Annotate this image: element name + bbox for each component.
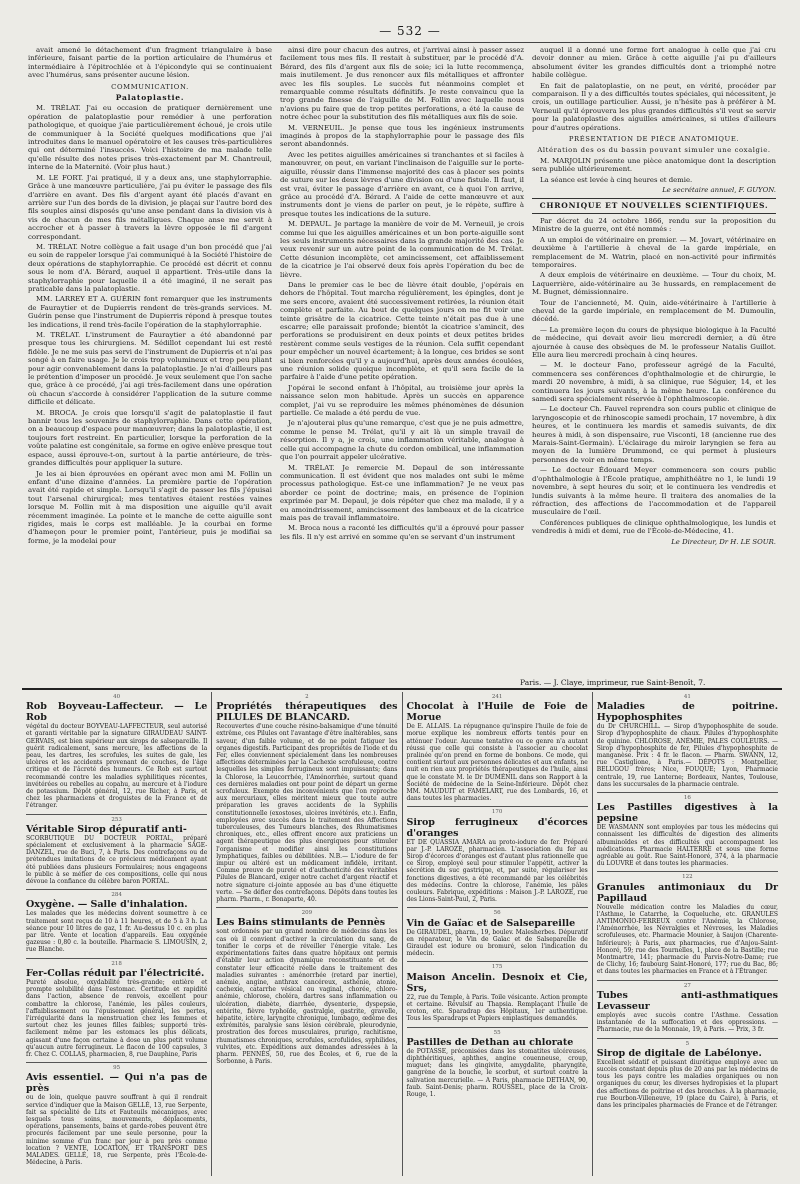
ad-title: Les Bains stimulants de Pennès <box>216 917 386 929</box>
ad-body: ou de loin, quelque pauvre souffrant à qui il rendrait service d'indiquer que la Maison GELLÉ, 13, rue Serpente, fait sa spécialité de Lits et Fauteuils mécaniques, avec lesquels tous soins, mouvements, déplacements, opérations, pansements, bains et garde-robes peuvent être procurés facilement par une seule personne, pour la minime somme d'un franc par jour à peu près comme location ? VENTE, LOCATION, ET TRANSPORT DES MALADES. GELLÉ, 18, rue Serpente, près l'École-de-Médecine, à Paris. <box>26 1094 208 1167</box>
paragraph: — La première leçon du cours de physique biologique à la Faculté de médecine, qui devait avoir lieu mercredi dernier, a dû être ajournée à cause des obsèques de M. le professeur Natalis Guillot. Elle aura lieu mercredi prochain à cinq heures. <box>532 325 776 359</box>
divider <box>532 213 776 214</box>
ad-title: Oxygène. — Salle d'inhalation. <box>26 899 188 911</box>
ad-title: Tubes anti-asthmatiques Levasseur <box>596 989 778 1012</box>
advertisement <box>407 807 588 908</box>
ad-title: Chocolat à l'Huile de Foie de Morue <box>406 701 588 724</box>
ad-body: Pureté absolue, oxydabilité très-grande; entière et prompte solubilité dans l'estomac. Certitude et rapidité dans l'action, absence de renvois, excellent pour combattre la chlorose, l'anémie, les pâles couleurs, l'affaiblissement ou l'épuisement général, les pertes, l'irrégularité dans la menstruation chez les femmes et surtout chez les jeunes filles faibles; supporté très-facilement même par les estomacs les plus délicats, agissant d'une façon certaine à dose un plus petit volume qu'aucun autre ferrugineux. Le flacon de 100 capsules, 3 fr. Chez C. COLLAS, pharmacien, 8, rue Dauphine, Paris <box>26 978 208 1058</box>
paragraph: — M. le docteur Fano, professeur agrégé de la Faculté, commencera ses conférences d'ophthalmologie et de chirurgie, le mardi 20 novembre, à midi, à sa clinique, rue Séguier, 14, et les continuera les jours suivants, à la même heure. La conférence du samedi sera spécialement réservée à l'ophthalmoscopie. <box>532 361 776 404</box>
ads-divider <box>22 688 782 690</box>
divider <box>532 198 776 199</box>
ad-number: 2 <box>305 694 309 700</box>
ad-number: 284 <box>111 892 122 899</box>
article-column-2 <box>280 46 524 676</box>
paragraph: Conférences publiques de clinique ophthalmologique, les lundis et vendredis à midi et demi, rue de l'École-de-Médecine, 41. <box>532 518 776 536</box>
paragraph: M. TRÉLAT. L'instrument de Fauraytier a été abandonné par presque tous les chirurgiens. M. Sédillot cependant lui est resté fidèle. Je ne me suis pas servi de l'instrument de Dupierris et n'ai pas songé à en faire usage. Je le crois trop volumineux et trop peu pliant pour agir convenablement dans la palatoplastie. Je n'ai d'ailleurs pas le prétention d'imposer un procédé. Je veux seulement que l'on sache que, grâce à ce procédé, j'ai agi très-facilement dans une opération où chacun s'accorde à considérer l'application de la suture comme difficile et délicate. <box>28 331 272 407</box>
paragraph: Tour de l'ancienneté, M. Quin, aide-vétérinaire à l'artillerie à cheval de la garde impériale, en remplacement de M. Dumoulin, décédé. <box>532 298 776 324</box>
ad-title: Maison Ancelin. Desnoix et Cie, Srs, <box>406 971 588 994</box>
page-number: — 532 — <box>379 24 441 38</box>
ad-number: 95 <box>113 1065 121 1072</box>
paragraph: M. TRÉLAT. Notre collègue a fait usage d'un bon procédé que j'ai eu soin de rappeler lorsque j'ai communiqué à la Société l'histoire de deux opérations de staphylorraphie. Ce procédé est décrit et connu sous le nom d'A. Bérard, auquel il appartient. Très-utile dans la staphylorraphie pour laquelle il a été imaginé, il ne serait pas praticable dans la palatoplastie. <box>28 242 272 293</box>
paragraph: auquel il a donné une forme fort analogue à celle que j'ai cru devoir donner au mien. Grâce à cette aiguille j'ai pu d'ailleurs absolument éviter les grandes difficultés dont a triomphé notre habile collègue. <box>532 46 776 80</box>
paragraph: — Le docteur Édouard Meyer commencera son cours public d'ophthalmologie à l'École pratique, amphithéâtre no 1, le lundi 19 novembre, à sept heures du soir, et le continuera les vendredis et lundis suivants à la même heure. Il traitera des anomalies de la réfraction, des affections de l'accommodation et de l'appareil musculaire de l'œil. <box>532 466 776 517</box>
page-header <box>60 20 760 43</box>
paragraph: Je n'ajouterai plus qu'une remarque, c'est que je ne puis admettre, comme le pense M. Trélat, qu'il y ait là un simple travail de résorption. Il y a, je crois, une inflammation véritable, analogue à celle qui accompagne la chute du cordon ombilical, une inflammation que l'on pourrait appeler ulcérative. <box>280 419 524 462</box>
ad-number: 55 <box>493 1029 501 1036</box>
ad-title: Maladies de poitrine. Hypophosphites <box>596 701 778 724</box>
ad-number: 209 <box>301 910 313 917</box>
advertisement <box>597 872 778 980</box>
ad-column-1 <box>22 692 211 1176</box>
paragraph: J'opérai le second enfant à l'hôpital, au troisième jour après la naissance selon mon habitude. Après un succès en apparence complet, j'ai vu se reproduire les mêmes phénomènes de désunion partielle. Ce malade a été perdu de vue. <box>280 383 524 418</box>
advertisement <box>216 908 397 1069</box>
paragraph: En fait de palatoplastie, on ne peut, en vérité, procéder par comparaison. Il y a des difficultés toutes spéciales, qui nécessitent, je crois, un outillage particulier. Aussi, je n'hésite pas à préférer à M. Verneuil qu'il éprouvera les plus grandes difficultés s'il veut se servir pour la palatoplastie des aiguilles américaines, si utiles d'ailleurs pour d'autres opérations. <box>532 81 776 132</box>
ad-title: Vin de Gaïac et de Salsepareille <box>406 917 576 929</box>
ad-title: Fer-Collas réduit par l'électricité. <box>26 967 205 979</box>
ad-title: Granules antimoniaux du Dr Papillaud <box>596 881 778 904</box>
paragraph: M. VERNEUIL. Je pense que tous les ingénieux instruments imaginés à propos de la staphylorraphie pour le passage des fils seront abandonnés. <box>280 123 524 149</box>
ad-body: du Dr CHURCHILL. — Sirop d'hypophosphite de soude. Sirop d'hypophosphite de chaux. Pilules d'hypophosphite de quinine. CHLOROSE, ANÉMIE, PALES COULEURS. — Sirop d'hypophosphite de fer, Pilules d'hypophosphite de manganèse. Prix : 4 fr. le flacon. — Pharm. SWANN, 12, rue Castiglione, à Paris.— DÉPOTS : Montpellier, BELUGOU frères; Nice, FOUQUE; Lyon, Pharmacie centrale, 19, rue Lanterne; Bordeaux, Nantes, Toulouse, dans les succursales de la pharmacie centrale. <box>596 723 778 788</box>
ad-title: Sirop de digitale de Labélonye. <box>596 1047 762 1059</box>
paragraph: M. MARJOLIN présente une pièce anatomique dont la description sera publiée ultérieurement. <box>532 156 776 174</box>
ad-number: 5 <box>685 1040 690 1047</box>
paragraph: ainsi dire pour chacun des autres, et j'arrivai ainsi à passer assez facilement tous mes fils. Il restait à substituer, par le procédé d'A. Bérard, des fils d'argent aux fils de soie; ici la lutte recommença, mais inutilement. Je dus renoncer aux fils métalliques et affronter avec les fils souples. Le succès fut néanmoins complet et remarquable comme résultats définitifs. Je reste convaincu que la trop grande finesse de l'aiguille de M. Follin avec laquelle nous n'avions pu faire que de trop petites perforations, a été la cause de notre échec pour la substitution des fils métalliques aux fils de soie. <box>280 46 524 122</box>
ad-column-2 <box>211 692 401 1176</box>
paragraph: Par décret du 24 octobre 1866, rendu sur la proposition du Ministre de la guerre, ont été nommés : <box>532 216 776 234</box>
article-column-1 <box>28 46 272 676</box>
ad-body: Excellent sédatif et puissant diurétique employé avec un succès constant depuis plus de 20 ans par les médecins de tous les pays contre les maladies organiques ou non organiques du cœur, les diverses hydropisies et la plupart des affections de poitrine et des bronches. À la pharmacie, rue Bourbon-Villeneuve, 19 (place du Caire), à Paris, et dans les principales pharmacies de France et de l'étranger. <box>596 1058 778 1109</box>
ad-body: sont ordonnés par un grand nombre de médecins dans les cas où il convient d'activer la circulation du sang, de tonifier le corps et de réveiller l'énergie vitale. Les expérimentations faites dans quatre hôpitaux ont permis d'établir leur action dynamique reconstituante et de constater leur efficacité réelle dans le traitement des maladies suivantes : aménorrhée (retard par inertie), anémie, angine, anthrax cancéreux, asthénie, atonie, cachexie, catarrhe vésical ou vaginal, chorée, chloro-anémie, chlorose, choléra, dartres sans inflammation ou ulcération, diabète, diarrhée, dysenterie, dyspepsie, entérite, fièvre typhoïde, gastralgie, gastrite, gravelle, hépatite, ictère, laryngite chronique, lumbago, œdème des extrémités, paralysie sans lésion cérébrale, pleurodynie, prostration des forces musculaires, prurigo, rachitisme, rhumatismes chroniques, scrofules, scrofulides, syphilides, vulvites, etc. Expéditions aux demandes adressées à la pharm. PENNÈS, 50, rue des Écoles, et 6, rue de la Sorbonne, à Paris. <box>216 928 398 1066</box>
paragraph: Dans le premier cas le bec de lièvre était double, j'opérais en dehors de l'hôpital. Tout marcha régulièrement, les épingles, dont je me sers encore, avaient été successivement retirées, la réunion était complète et parfaite. Au bout de quelques jours on me fit voir une teinte grisâtre de la cicatrice. Cette teinte n'était pas due à une escarre; elle paraissait profonde; bientôt la cicatrice s'amincit, des perforations se produisirent en deux points et deux petites brides restèrent comme seuls vestiges de la réunion. Cela suffit cependant pour empêcher un nouvel écartement; à la longue, ces brides se sont si bien renforcées qu'il y a aujourd'hui, après deux années écoulées, une réunion solide quoique incomplète, et qu'il sera facile de la parfaire à l'aide d'une petite opération. <box>280 280 524 382</box>
paragraph: avait amené le détachement d'un fragment triangulaire à base inférieure, faisant partie de la portion articulaire de l'humérus et intermédiaire à l'épitrochlée et à l'épicondyle qui se continuaient avec l'humérus, sans présenter aucune lésion. <box>28 46 272 80</box>
ad-body: de POTASSE, préconisées dans les stomatites ulcéreuses, diphthéritiques, aphthes, angine couenneuse, croup, muguet; dans les gingivite, amygdalite, pharyngite, gangrène de la bouche, le scorbut, et surtout contre la salivation mercurielle. — A Paris, pharmacie DETHAN, 90, faub. Saint-Denis; pharm. ROUSSEL, place de la Croix-Rouge, 1. <box>406 1047 588 1098</box>
advertisement <box>26 692 207 815</box>
paragraph: M. DEPAUL. Je partage la manière de voir de M. Verneuil, je crois comme lui que les aiguilles américaines et un bon porte-aiguille sont les seuls instruments nécessaires dans la grande majorité des cas. Je veux revenir sur un autre point de la communication de M. Trélat. Cette désunion incomplète, cet amincissement, cet affaiblissement de la cicatrice je l'ai observé deux fois après l'opération du bec de lièvre. <box>280 220 524 279</box>
ad-body: Nouvelle médication contre les Maladies du cœur, l'Asthme, le Catarrhe, la Coqueluche, etc. GRANULES ANTIMONIO-FERREUX contre l'Anémie, la Chlorose, l'Aménorrhée, les Névralgies et Névroses, les Maladies scrofuleuses, etc. Pharmacie Mounier, à Saujon (Charente-Inférieure); à Paris, aux pharmacies, rue d'Anjou-Saint-Honoré, 59; rue des Tournelles, 1, place de la Bastille; rue Montmartre, 141; pharmacie du Parvis-Notre-Dame; rue de Clichy, 16; faubourg Saint-Honoré, 177; rue du Bac, 86; et dans toutes les pharmacies en France et à l'Étranger. <box>596 903 778 976</box>
advertisement <box>597 692 778 793</box>
paragraph: M. LE FORT. J'ai pratiqué, il y a deux ans, une staphylorraphie. Grâce à une manœuvre particulière, j'ai pu éviter le passage des fils d'arrière en avant. Des fils d'argent ayant été placés d'avant en arrière sur l'un des bords de la division, je plaçai sur l'autre bord des fils souples ainsi disposés qu'une anse pendant dans la division vis à vis de chacun de mes fils métalliques. Chaque anse me servit à accrocher et à passer à travers la lèvre opposée le fil d'argent correspondant. <box>28 173 272 241</box>
advertisement <box>597 793 778 872</box>
section-heading: COMMUNICATION. <box>111 82 189 91</box>
paragraph: A deux emplois de vétérinaire en deuxième. — Tour du choix, M. Laquerrière, aide-vétérinaire au 3e hussards, en remplacement de M. Bugnet, démissionnaire. <box>532 271 776 297</box>
ad-body: Recouvertes d'une couche résino-balsamique d'une ténuité extrême, ces Pilules ont l'avantage d'être inaltérables, sans saveur, d'un faible volume, et de ne point fatiguer les organes digestifs. Participant des propriétés de l'iode et du Fer, elles conviennent spécialement dans les nombreuses affections déterminées par la Cachexie scrofuleuse, contre lesquelles les simples ferrugineux sont impuissants; dans la Chlorose, la Leucorrhée, l'Aménorrhée, surtout quand ces dernières maladies ont pour point de départ un germe scrofuleux. Exempte des inconvénients que l'on reproche aux mercuriaux, elles méritent mieux que toute autre préparation les graves accidents de la Syphilis constitutionnelle (exostoses, ulcères invétérés, etc.). Enfin, employées avec succès dans le traitement des Affections tuberculeuses, des Tumeurs blanches, des Rhumatismes chroniques, etc., elles offrent encore aux praticiens un agent thérapeutique des plus énergiques pour stimuler l'organisme et modifier ainsi les constitutions lymphatiques, faibles ou débilitées. N.B.— L'iodure de fer impur ou altéré est un médicament infidèle, irritant. Comme preuve de pureté et d'authenticité des véritables Pilules de Blancard, exiger notre cachet d'argent réactif et notre signature ci-jointe apposée au bas d'une étiquette verte. — Se défier des contrefaçons. Dépôts dans toutes les pharm. Pharm., r. Bonaparte, 40. <box>216 723 398 904</box>
ad-number: 241 <box>491 694 503 700</box>
chronicle-title: CHRONIQUE ET NOUVELLES SCIENTIFIQUES. <box>539 200 769 210</box>
paragraph: MM. LARREY ET A. GUÉRIN font remarquer que les instruments de Fauraytier et de Dupierris rendent de très-grands services. M. Guérin pense que l'instrument de Dupierris répond à presque toutes les indications, il rend très-facile l'opération de la staphylorraphie. <box>28 295 272 329</box>
ad-column-4 <box>592 692 782 1176</box>
article-column-3 <box>532 46 776 676</box>
ad-number: 122 <box>682 874 693 881</box>
director-signature: Le Directeur, Dr H. LE SOUR. <box>671 537 776 546</box>
paragraph: A un emploi de vétérinaire en premier. — M. Jovart, vétérinaire en deuxième à l'artillerie à cheval de la garde impériale, en remplacement de M. Watrin, placé en non-activité pour infirmités temporaires. <box>532 235 776 269</box>
paragraph: — Le docteur Ch. Fauvel reprendra son cours public et clinique de laryngoscopie et de rhinoscopie samedi prochain, 17 novembre, à dix heures, et le continuera les mardis et samedis suivants, de dix heures à midi, à son dispensaire, rue Visconti, 18 (ancienne rue des Marais-Saint-Germain). L'éclairage du miroir laryngien se fera au moyen de la lumière Drummond, ce qui permet à plusieurs personnes de voir en même temps. <box>532 405 776 464</box>
ad-body: végétal du docteur BOYVEAU-LAFFECTEUR, seul autorisé et garanti véritable par la signature GIRAUDEAU SAINT-GERVAIS, est bien supérieur aux sirops de salsepareille. Il guérit radicalement, sans mercure, les affections de la peau, les dartres, les scrofules, les suites de gale, les ulcères et les accidents provenant de couches, de l'âge critique et de l'âcreté des humeurs. Ce Rob est surtout recommandé contre les maladies syphilitiques récentes, invétérées ou rebelles au copahu, au mercure et à l'iodure de potassium. Dépôt général, 12, rue Richer, à Paris, et chez les pharmaciens et droguistes de la France et de l'étranger. <box>26 723 208 810</box>
ad-number: 27 <box>683 982 691 989</box>
paragraph: La séance est levée à cinq heures et demie. <box>540 175 693 184</box>
ad-body: employés avec succès contre l'Asthme. Cessation instantanée de la suffocation et des oppressions. — Pharmacie, rue de la Monnaie, 19, à Paris. — Prix, 3 fr. <box>596 1011 778 1034</box>
advertisement <box>407 908 588 962</box>
ad-number: 253 <box>111 816 122 823</box>
ad-number: 40 <box>113 694 121 700</box>
advertisement <box>216 692 397 908</box>
advertisement <box>26 1063 207 1170</box>
paragraph: M. BROCA. Je crois que lorsqu'il s'agit de palatoplastie il faut bannir tous les souvenirs de staphylorraphie. Dans cette opération, on a beaucoup d'espace pour manœuvrer; dans la palatoplastie, il est toujours fort restreint. En particulier, lorsque la perforation de la voûte palatine est congénitale, sa forme en ogive enlève presque tout espace, aussi éprouve-t-on, surtout à la partie antérieure, de très-grandes difficultés pour appliquer la suture. <box>28 408 272 468</box>
ad-title: Sirop ferrugineux d'écorces d'oranges <box>406 816 588 839</box>
advertisement <box>26 890 207 958</box>
section-subheading: Palatoplastie. <box>115 93 185 103</box>
paragraph: M. Broca nous a raconté les difficultés qu'il a éprouvé pour passer les fils. Il n'y est arrivé en somme qu'en se servant d'un instrument <box>280 524 524 541</box>
ad-title: Avis essentiel. — Qui n'a pas de près <box>26 1072 208 1095</box>
ad-title: Véritable Sirop dépuratif anti- <box>26 823 187 835</box>
article-columns <box>28 46 776 676</box>
advertisement <box>407 1028 588 1103</box>
ad-body: SCORBUTIQUE DU DOCTEUR PORTAL, préparé spécialement et exclusivement à la pharmacie SAGE-DANZEL, rue de Buci, 7, à Paris. Des contrefaçons ou de prétendues imitations de ce précieux médicament ayant été publiées dans plusieurs Formulaires; nous engageons le public à se méfier de ces compositions, celle qui nous dévoue la confiance du célèbre baron PORTAL. <box>26 834 208 886</box>
ad-title: Propriétés thérapeutiques des PILULES DE BLANCARD. <box>216 701 398 724</box>
section-heading: PRÉSENTATION DE PIÈCE ANATOMIQUE. <box>568 135 740 144</box>
ad-body: ET DE QUASSIA AMARA au proto-iodure de fer. Préparé par J.-P. LAROZE, pharmacien. L'association du fer au Sirop d'écorces d'oranges est d'autant plus rationnelle que ce Sirop, employé seul pour stimuler l'appétit, activer la sécrétion du suc gastrique, et, par suite, régulariser les fonctions digestives, a été recommandé par les célébrités des médecins. Contre la chlorose, l'anémie, les pâles couleurs. Fabrique, expéditions : Maison J.-P. LAROZE, rue des Lions-Saint-Paul, 2, Paris. <box>406 838 588 904</box>
ad-body: De GIRAUDEL, pharm., 19, boulev. Malesherbes. Dépuratif en réparateur, le Vin de Gaïac et de Salsepareille de Giraudel est iodure ou bromuré, selon l'indication du médecin. <box>406 928 588 958</box>
ad-body: DE WASMANN sont employées par tous les médecins qui connaissent les difficultés de digestion des aliments albuminoïdes et des difficultés qui accompagnent les médications. Pharmacie HALTERRE et sous une forme agréable au goût. Rue Saint-Honoré, 374, à la pharmacie du LOUVRE et dans toutes les pharmacies. <box>596 824 778 868</box>
advertisement <box>26 959 207 1063</box>
advertisement <box>407 962 588 1027</box>
ad-number: 41 <box>683 694 691 700</box>
ad-body: 22, rue du Temple, à Paris. Toile vésicante. Action prompte et certaine. Révulsif au Thapsia. Remplaçant l'huile de croton, etc. Sparadrap des Hôpitaux, 1er authentique. Tous les Sparadraps et Papiers emplastiques demandés. <box>406 993 588 1023</box>
advertisement <box>26 815 207 891</box>
ad-number: 56 <box>493 910 501 917</box>
section-subheading: Altération des os du bassin pouvant simuler une coxalgie. <box>537 146 771 155</box>
ad-number: 16 <box>683 795 691 802</box>
ad-title: Pastilles de Dethan au chlorate <box>406 1036 574 1048</box>
ad-title: Les Pastilles digestives à la pepsine <box>596 802 778 825</box>
ad-body: Les malades que les médecins doivent soumettre à ce traitement sont reçus de 10 à 11 heures, et de 5 à 3 h. La séance pour 10 litres de gaz, 1 fr. Au-dessus 10 c. en plus par litre. Vente et location d'appareils. Eau oxygénée gazeuse : 0,80 c. la bouteille. Pharmacie S. LIMOUSIN, 2, rue Blanche. <box>26 910 208 954</box>
paragraph: Avec les petites aiguilles américaines si tranchantes et si faciles à manœuvrer, on peut, en variant l'inclinaison de l'aiguille sur le porte-aiguille, réussir dans l'immense majorité des cas à placer ses points de suture sur les deux lèvres d'une division ou d'une fistule. Il faut, il est vrai, éviter le passage d'arrière en avant, ce à quoi l'on arrive, grâce au procédé d'A. Bérard. A l'aide de cette manœuvre et aux instruments dont je viens de parler on peut, je le répète, suffire à presque toutes les indications de la suture. <box>280 150 524 218</box>
ad-column-3 <box>402 692 592 1176</box>
ad-body: De E. ALLAIS. La répugnance qu'inspire l'huile de foie de morue explique les nombreux efforts tentés pour en atténuer l'odeur. Aucune tentative ou ce genre n'a autant réussi que celle qui consiste à l'associer au chocolat pralinée qu'on prend en forme de bonbons. Ce mode, qui contient surtout aux personnes délicates et aux enfants, ne nuit en rien aux propriétés thérapeutiques de l'huile, ainsi que le constate M. le Dr DUMÉNIL dans son Rapport à la Société de médecine de la Seine-Inférieure. Dépôt chez MM. MAUDUIT et FAMELART, rue des Lombards, 16, et dans toutes les pharmacies. <box>406 723 588 803</box>
secretary-signature: Le secrétaire annuel, F. GUYON. <box>662 186 776 195</box>
advertisement <box>597 981 778 1039</box>
printer-line: Paris. — J. Claye, imprimeur, rue Saint-Benoît, 7. <box>520 678 706 687</box>
ad-number: 175 <box>491 964 503 971</box>
ad-title: Rob Boyveau-Laffecteur. — Le Rob <box>26 701 208 724</box>
ad-number: 218 <box>111 960 122 967</box>
advertisement <box>597 1039 778 1114</box>
advertisement <box>407 692 588 807</box>
paragraph: Je les ai bien éprouvées en opérant avec mon ami M. Follin un enfant d'une dizaine d'années. La première partie de l'opération avait été rapide et simple. Lorsqu'il s'agit de passer les fils j'épuisai tout l'arsenal chirurgical; mes tentatives étaient restées vaines lorsque M. Follin mit à ma disposition une aiguille qu'il avait récemment imaginée. La pointe et le manche de cette aiguille sont rigides, mais le corps est malléable. Je la courbai en forme d'hameçon pour le premier point, l'antérieur, puis je modifiai sa forme, je la modelai pour <box>28 469 272 545</box>
paragraph: M. TRÉLAT. J'ai eu occasion de pratiquer dernièrement une opération de palatoplastie pour remédier à une perforation pathologique, et quoique j'aie particulièrement échoué, je crois utile de communiquer à la Société quelques modifications que j'ai introduites dans le manuel opératoire et les causes très-particulières qui ont déterminé l'insuccès. Voici l'histoire de ma malade telle qu'elle résulte des notes prises très-exactement par M. Chantreuil, interne de la Maternité. (Voir plus haut.) <box>28 104 272 172</box>
ad-number: 170 <box>491 809 503 816</box>
advertisements <box>22 692 782 1176</box>
paragraph: M. TRÉLAT. Je remercie M. Depaul de son intéressante communication. Il est évident que nos malades ont subi le même processus pathologique. Est-ce une inflammation? Je ne veux pas aborder ce point de doctrine; mais, en présence de l'opinion exprimée par M. Depaul, je dois répéter que chez ma malade, il y a eu amoindrissement, amincissement des lambeaux et de la cicatrice mais pas de travail inflammatoire. <box>280 463 524 522</box>
